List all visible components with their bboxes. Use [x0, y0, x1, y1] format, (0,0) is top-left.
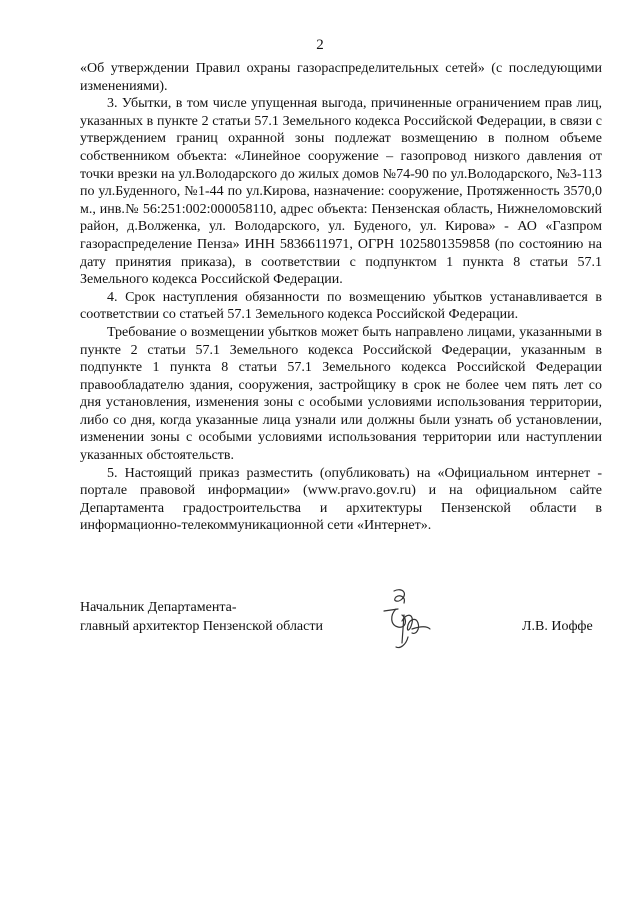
- page-number: 2: [316, 37, 324, 53]
- paragraph-item-5: 5. Настоящий приказ разместить (опубликовать) на «Официальном интернет - портале правовой информации» (www.pravo.gov.ru) и на официальном сайте Департамента градостроительства и архитектуры Пензенской области в информационно-телекоммуникационной сети «Интернет».: [80, 465, 602, 534]
- handwritten-signature: [372, 585, 452, 663]
- document-body: [80, 60, 602, 535]
- signatory-title: [80, 598, 323, 636]
- paragraph-continuation: «Об утверждении Правил охраны газораспределительных сетей» (с последующими изменениями).: [80, 61, 602, 94]
- signatory-title-line-1: Начальник Департамента-: [80, 600, 237, 615]
- signatory-name: Л.В. Иоффе: [522, 619, 593, 634]
- paragraph-item-3: 3. Убытки, в том числе упущенная выгода, причиненные ограничением прав лиц, указанных в пункте 2 статьи 57.1 Земельного кодекса Российской Федерации, в связи с утверждением границ охранной зоны подлежат возмещению в полном объеме собственником объекта: «Линейное сооружение – газопровод низкого давления от точки врезки на ул.Володарского до жилых домов №74-90 по ул.Володарского, №3-113 по ул.Буденного, №1-44 по ул.Кирова, назначение: сооружение, Протяженность 3570,0 м., инв.№ 56:251:002:000058110, адрес объекта: Пензенская область, Нижнеломовский район, д.Волженка, ул. Володарского, ул. Буденого, ул. Кирова» - АО «Газпром газораспределение Пенза» ИНН 5836611971, ОГРН 1025801359858 (по состоянию на дату принятия приказа), в соответствии с подпунктом 1 пункта 8 статьи 57.1 Земельного кодекса Российской Федерации.: [80, 96, 602, 288]
- signatory-title-line-2: главный архитектор Пензенской области: [80, 619, 323, 634]
- paragraph-claim-requirement: Требование о возмещении убытков может быть направлено лицами, указанными в пункте 2 статьи 57.1 Земельного кодекса Российской Федерации, указанным в подпункте 1 пункта 8 статьи 57.1 Земельного кодекса Российской Федерации правообладателю здания, сооружения, застройщику в срок не более чем пять лет со дня установления, изменения зоны с особыми условиями использования территории, либо со дня, когда указанные лица узнали или должны были узнать об установлении, изменении зоны с особыми условиями использования территории или наступлении указанных обстоятельств.: [80, 324, 602, 464]
- paragraph-item-4: 4. Срок наступления обязанности по возмещению убытков устанавливается в соответствии со статьей 57.1 Земельного кодекса Российской Федерации.: [80, 289, 602, 323]
